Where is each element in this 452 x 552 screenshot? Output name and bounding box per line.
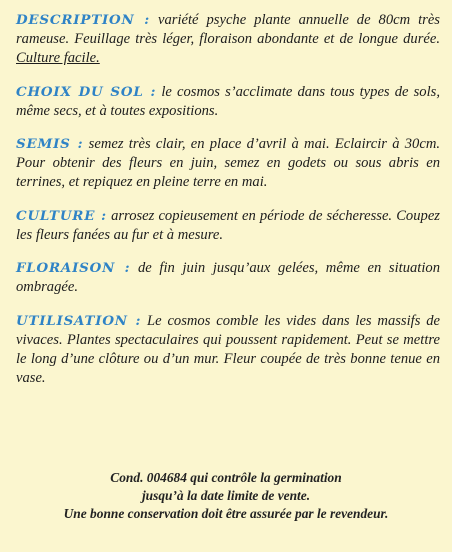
culture-heading: CULTURE : xyxy=(16,207,107,224)
floraison-text: de fin juin jusqu’aux gelées, même en situation ombragée. xyxy=(16,260,440,296)
footer-line-3: Une bonne conservation doit être assurée par le revendeur. xyxy=(63,506,389,521)
section-semis xyxy=(16,135,440,192)
description-text: variété psyche plante annuelle de 80cm très rameuse. Feuillage très léger, floraison abondante et de longue durée. xyxy=(16,12,440,47)
section-floraison xyxy=(16,259,440,297)
semis-heading: SEMIS : xyxy=(16,136,84,153)
culture-text: arrosez copieusement en période de sécheresse. Coupez les fleurs fanées au fur et à mesure. xyxy=(16,207,440,243)
floraison-heading: FLORAISON : xyxy=(16,260,131,277)
utilisation-text: Le cosmos comble les vides dans les massifs de vivaces. Plantes spectaculaires qui poussent rapidement. Peut se mettre le long d’une clôture ou d’un mur. Fleur coupée de très bonne tenue en vase. xyxy=(16,312,440,386)
description-heading: DESCRIPTION : xyxy=(16,12,151,28)
footer-line-1: Cond. 004684 qui contrôle la germination xyxy=(110,470,342,485)
section-choix-du-sol xyxy=(16,83,440,121)
instructions-block xyxy=(16,11,440,394)
packet-footer xyxy=(0,469,452,523)
choix-du-sol-heading: CHOIX DU SOL : xyxy=(16,83,157,100)
culture-facile-text: Culture facile. xyxy=(16,50,100,66)
section-culture xyxy=(16,207,440,245)
utilisation-heading: UTILISATION : xyxy=(16,312,142,329)
semis-text: semez très clair, en place d’avril à mai. Eclaircir à 30cm. Pour obtenir des fleurs en juin, semez en godets ou sous abris en terrines, et repiquez en pleine terre en mai. xyxy=(16,136,441,191)
section-utilisation xyxy=(16,312,440,388)
footer-line-2: jusqu’à la date limite de vente. xyxy=(141,488,311,503)
section-description xyxy=(16,11,440,68)
choix-du-sol-text: le cosmos s’acclimate dans tous types de sols, même secs, et à toutes expositions. xyxy=(16,83,440,119)
